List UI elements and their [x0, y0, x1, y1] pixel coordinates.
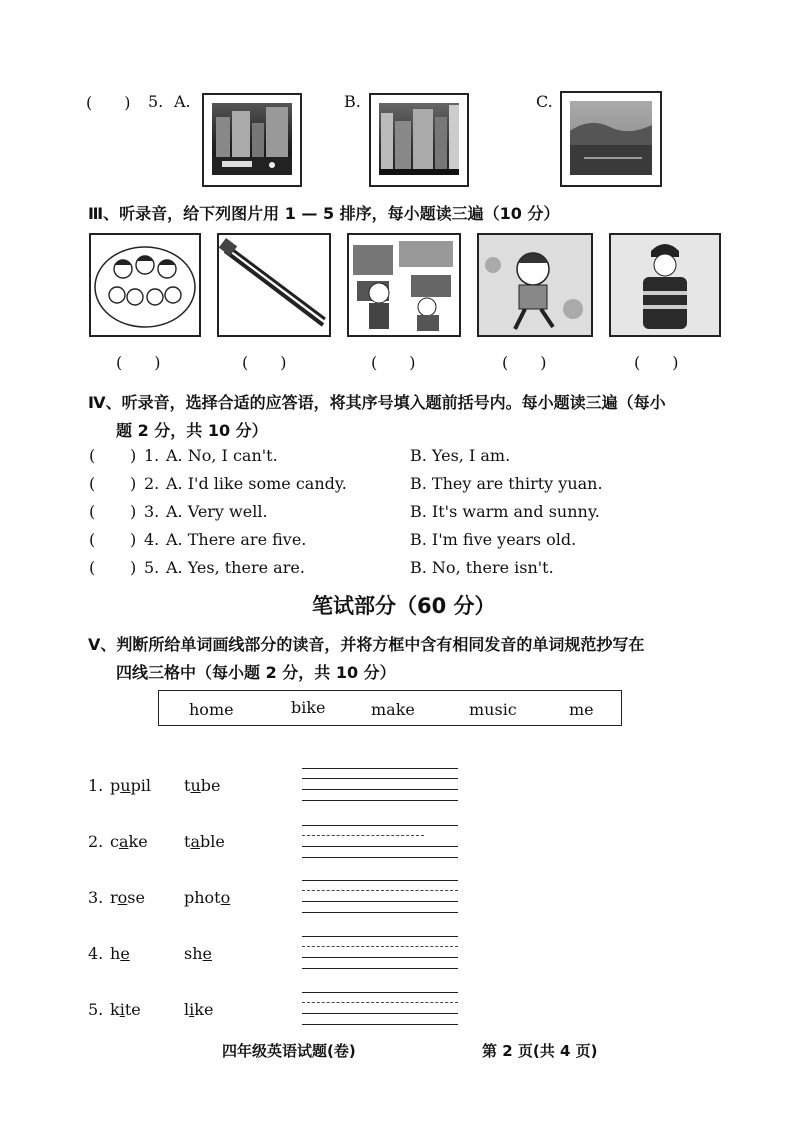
item-4-number: 4.	[88, 944, 104, 963]
footer-exam-title: 四年级英语试题(卷)	[222, 1042, 356, 1060]
q4-2-close-paren: )	[130, 474, 137, 493]
q4-1-close-paren: )	[130, 446, 137, 465]
item-3-number: 3.	[88, 888, 104, 907]
q4-4-close-paren: )	[130, 530, 137, 549]
item-1-word-1: pupil	[110, 776, 152, 795]
item-1-number: 1.	[88, 776, 104, 795]
firefighter-icon	[611, 235, 719, 335]
section4-title-line2: 题 2 分，共 10 分）	[116, 421, 268, 440]
picture-firefighter[interactable]	[609, 233, 721, 337]
q4-1-option-a: A. No, I can't.	[166, 446, 278, 465]
q4-4-number: 4.	[144, 530, 160, 549]
section5-title-line2: 四线三格中（每小题 2 分，共 10 分）	[116, 663, 396, 682]
photo-city-night-b[interactable]	[369, 93, 469, 187]
girl-running-icon	[479, 235, 591, 335]
footer-page-number: 第 2 页(共 4 页)	[482, 1042, 598, 1060]
item-5-word-2: like	[184, 1000, 214, 1019]
q4-3-number: 3.	[144, 502, 160, 521]
item-2-word-2: table	[184, 832, 225, 851]
q5-option-b-label: B.	[344, 92, 361, 111]
picture-4-blank[interactable]: ( )	[502, 353, 547, 372]
item-5-word-1: kite	[110, 1000, 141, 1019]
box-word-music: music	[469, 700, 517, 719]
box-word-bike: bike	[291, 698, 326, 717]
item-1-word-2: tube	[184, 776, 221, 795]
q4-4-option-b: B. I'm five years old.	[410, 530, 577, 549]
written-section-heading: 笔试部分（60 分）	[312, 594, 496, 618]
box-word-me: me	[569, 700, 594, 719]
box-word-home: home	[189, 700, 234, 719]
city-night-a-icon	[212, 103, 292, 175]
item-2-number: 2.	[88, 832, 104, 851]
q4-1-number: 1.	[144, 446, 160, 465]
word-box	[158, 690, 622, 726]
q4-3-close-paren: )	[130, 502, 137, 521]
q4-1-open-paren[interactable]: (	[89, 446, 96, 465]
section3-title: Ⅲ、听录音，给下列图片用 1 — 5 排序，每小题读三遍（10 分）	[88, 204, 560, 223]
q4-3-open-paren[interactable]: (	[89, 502, 96, 521]
picture-3-blank[interactable]: ( )	[371, 353, 416, 372]
q4-5-number: 5.	[144, 558, 160, 577]
picture-girl-running[interactable]	[477, 233, 593, 337]
chopsticks-icon	[219, 235, 329, 335]
picture-chopsticks[interactable]	[217, 233, 331, 337]
q5-number: 5.	[148, 92, 164, 111]
item-3-word-1: rose	[110, 888, 145, 907]
picture-2-blank[interactable]: ( )	[242, 353, 287, 372]
q4-5-option-b: B. No, there isn't.	[410, 558, 554, 577]
family-portrait-icon	[91, 235, 199, 335]
q4-2-number: 2.	[144, 474, 160, 493]
item-5-number: 5.	[88, 1000, 104, 1019]
picture-family[interactable]	[89, 233, 201, 337]
q4-1-option-b: B. Yes, I am.	[410, 446, 511, 465]
city-night-b-icon	[379, 103, 459, 175]
q5-option-c-label: C.	[536, 92, 553, 111]
box-word-make: make	[371, 700, 415, 719]
q4-5-open-paren[interactable]: (	[89, 558, 96, 577]
item-4-word-2: she	[184, 944, 212, 963]
picture-5-blank[interactable]: ( )	[634, 353, 679, 372]
q4-2-option-b: B. They are thirty yuan.	[410, 474, 603, 493]
q4-4-option-a: A. There are five.	[166, 530, 307, 549]
item-3-word-2: photo	[184, 888, 231, 907]
item-4-word-1: he	[110, 944, 130, 963]
q5-paren[interactable]: ( )	[86, 93, 131, 112]
item-2-word-1: cake	[110, 832, 148, 851]
q5-option-a-label: A.	[174, 92, 191, 111]
q4-3-option-b: B. It's warm and sunny.	[410, 502, 600, 521]
q4-2-open-paren[interactable]: (	[89, 474, 96, 493]
picture-classroom[interactable]	[347, 233, 461, 337]
classroom-icon	[349, 235, 459, 335]
section5-title-line1: Ⅴ、判断所给单词画线部分的读音，并将方框中含有相同发音的单词规范抄写在	[88, 635, 645, 654]
photo-city-night-a[interactable]	[202, 93, 302, 187]
q4-2-option-a: A. I'd like some candy.	[166, 474, 347, 493]
q4-5-close-paren: )	[130, 558, 137, 577]
q4-5-option-a: A. Yes, there are.	[166, 558, 305, 577]
q4-4-open-paren[interactable]: (	[89, 530, 96, 549]
section4-title-line1: Ⅳ、听录音，选择合适的应答语，将其序号填入题前括号内。每小题读三遍（每小	[88, 393, 666, 412]
lake-scenery-icon	[570, 101, 652, 175]
photo-lake-scenery[interactable]	[560, 91, 662, 187]
picture-1-blank[interactable]: ( )	[116, 353, 161, 372]
q4-3-option-a: A. Very well.	[166, 502, 268, 521]
